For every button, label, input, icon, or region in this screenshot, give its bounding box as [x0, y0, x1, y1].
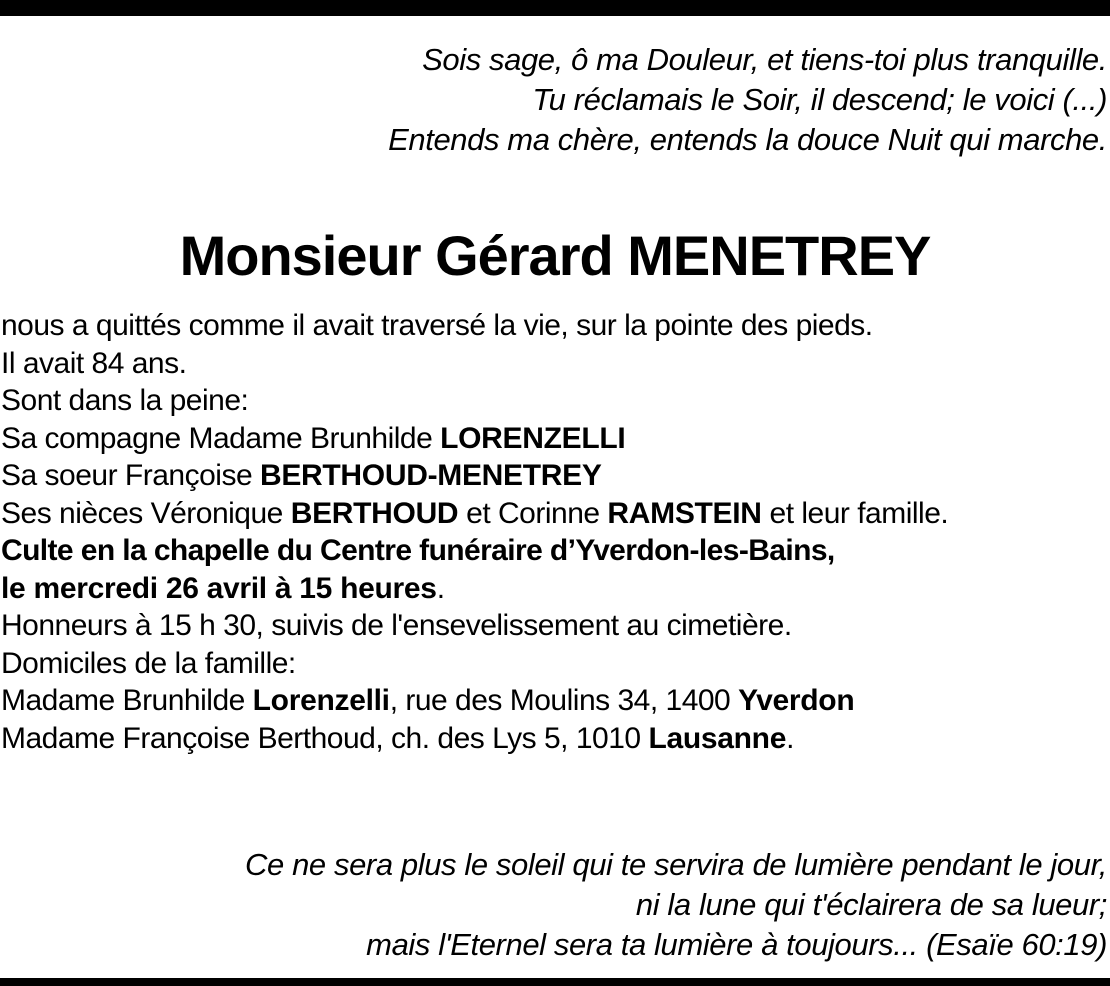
epigraph-bottom — [245, 845, 1107, 965]
sister-line — [1, 457, 948, 495]
companion-name: LORENZELLI — [440, 421, 626, 455]
domiciles-label: Domiciles de la famille: — [1, 646, 296, 680]
epigraph-bottom-line: ni la lune qui t'éclairera de sa lueur; — [635, 887, 1107, 922]
deceased-name: Monsieur Gérard MENETREY — [179, 224, 931, 287]
niece2-name: RAMSTEIN — [607, 496, 762, 530]
nieces-suffix: et leur famille. — [761, 496, 949, 530]
top-rule — [0, 0, 1110, 16]
age-line: Il avait 84 ans. — [1, 346, 187, 380]
address2-city: Lausanne — [648, 721, 787, 755]
epigraph-top-line: Entends ma chère, entends la douce Nuit qui marche. — [388, 122, 1107, 157]
announcement-body — [1, 307, 948, 757]
address1-city: Yverdon — [738, 684, 855, 717]
epigraph-top-line: Tu réclamais le Soir, il descend; le voici (...) — [532, 82, 1107, 117]
nieces-middle: et Corinne — [458, 496, 608, 530]
niece1-name: BERTHOUD — [290, 496, 459, 530]
service-date-line — [1, 570, 948, 608]
epigraph-bottom-line: Ce ne sera plus le soleil qui te servira de lumière pendant le jour, — [245, 847, 1107, 882]
address-line-1 — [1, 682, 948, 720]
address1-prefix: Madame Brunhilde — [1, 684, 253, 717]
honours-line: Honneurs à 15 h 30, suivis de l'ensevelissement au cimetière. — [1, 609, 792, 642]
service-date-suffix: . — [436, 571, 445, 605]
address1-name: Lorenzelli — [252, 684, 390, 717]
sister-name: BERTHOUD-MENETREY — [259, 459, 602, 492]
service-location: Culte en la chapelle du Centre funéraire d’Yverdon-les-Bains, — [1, 534, 835, 567]
epigraph-bottom-line: mais l'Eternel sera ta lumière à toujours... (Esaïe 60:19) — [366, 927, 1107, 962]
mourners-label: Sont dans la peine: — [1, 384, 249, 417]
companion-line — [1, 420, 948, 458]
epigraph-top — [388, 40, 1107, 160]
service-date: le mercredi 26 avril à 15 heures — [1, 571, 437, 605]
companion-prefix: Sa compagne Madame Brunhilde — [1, 421, 441, 455]
address1-street: , rue des Moulins 34, 1400 — [389, 684, 739, 717]
address2-suffix: . — [786, 721, 794, 755]
address2-prefix: Madame Françoise Berthoud, ch. des Lys 5, 1010 — [1, 721, 649, 755]
epigraph-top-line: Sois sage, ô ma Douleur, et tiens-toi plus tranquille. — [422, 42, 1107, 77]
bottom-rule — [0, 978, 1110, 986]
address-line-2 — [1, 720, 948, 758]
nieces-prefix: Ses nièces Véronique — [1, 496, 291, 530]
nieces-line — [1, 495, 948, 533]
sister-prefix: Sa soeur Françoise — [1, 459, 260, 492]
announcement-line: nous a quittés comme il avait traversé la vie, sur la pointe des pieds. — [1, 309, 873, 342]
